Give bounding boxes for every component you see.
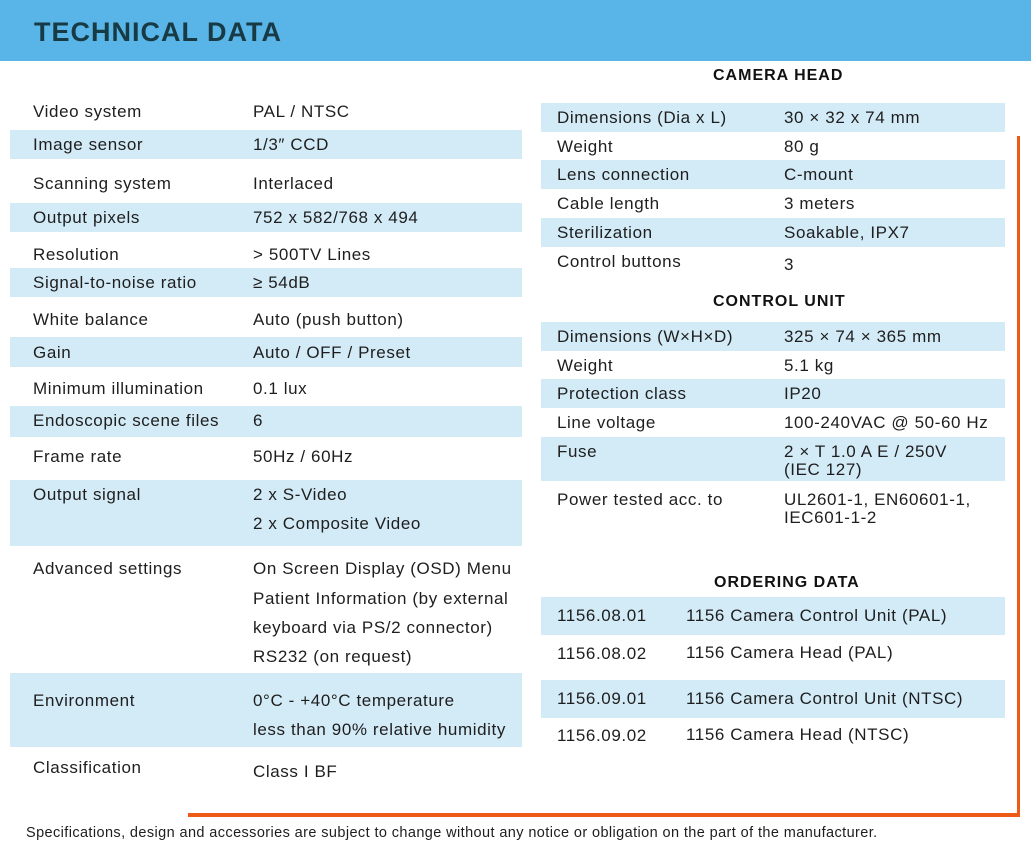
spec-label: Power tested acc. to [557, 490, 724, 509]
camera-head-heading: CAMERA HEAD [713, 67, 844, 84]
table-row [541, 437, 1005, 481]
spec-value: 325 × 74 × 365 mm [784, 327, 942, 346]
order-code: 1156.08.01 [557, 606, 647, 625]
table-row [10, 130, 522, 159]
spec-label: Gain [33, 343, 72, 362]
spec-value: 2 x Composite Video [253, 514, 421, 533]
table-row [10, 406, 522, 437]
spec-label: Protection class [557, 384, 687, 403]
order-code: 1156.09.02 [557, 726, 647, 745]
control-unit-heading: CONTROL UNIT [713, 293, 846, 310]
spec-label: Resolution [33, 245, 120, 264]
table-row [541, 160, 1005, 189]
order-description: 1156 Camera Head (NTSC) [686, 725, 910, 744]
spec-value: Auto (push button) [253, 310, 404, 329]
spec-label: Lens connection [557, 165, 690, 184]
spec-value: less than 90% relative humidity [253, 720, 506, 739]
spec-value: UL2601-1, EN60601-1, [784, 490, 971, 509]
spec-value: 80 g [784, 137, 820, 156]
spec-label: Line voltage [557, 413, 656, 432]
table-row [10, 97, 522, 126]
table-row [541, 719, 1005, 753]
table-row [541, 322, 1005, 351]
spec-label: Dimensions (W×H×D) [557, 327, 734, 346]
spec-label: Classification [33, 758, 142, 777]
order-description: 1156 Camera Head (PAL) [686, 643, 894, 662]
spec-value: 100-240VAC @ 50-60 Hz [784, 413, 989, 432]
accent-line-vertical [1017, 136, 1020, 817]
table-row [10, 673, 522, 747]
table-row [541, 680, 1005, 718]
spec-label: Output signal [33, 485, 141, 504]
spec-value: IEC601-1-2 [784, 508, 877, 527]
table-row [10, 374, 522, 403]
order-description: 1156 Camera Control Unit (PAL) [686, 606, 948, 625]
spec-value: On Screen Display (OSD) Menu [253, 559, 512, 578]
spec-label: Endoscopic scene files [33, 411, 220, 430]
spec-value: 0.1 lux [253, 379, 308, 398]
spec-label: White balance [33, 310, 149, 329]
table-row [541, 189, 1005, 218]
order-code: 1156.09.01 [557, 689, 647, 708]
table-row [10, 753, 522, 789]
spec-label: Advanced settings [33, 559, 183, 578]
spec-label: Signal-to-noise ratio [33, 273, 197, 292]
table-row [541, 103, 1005, 132]
accent-line-horizontal [188, 813, 1020, 817]
spec-label: Minimum illumination [33, 379, 204, 398]
spec-value: Class I BF [253, 762, 338, 781]
table-row [10, 268, 522, 297]
table-row [541, 487, 1005, 531]
spec-label: Weight [557, 137, 614, 156]
table-row [541, 218, 1005, 247]
spec-value: 3 meters [784, 194, 855, 213]
spec-label: Scanning system [33, 174, 172, 193]
order-code: 1156.08.02 [557, 644, 647, 663]
table-row [541, 379, 1005, 408]
table-row [541, 247, 1005, 276]
header-banner [0, 0, 1031, 61]
spec-value: 6 [253, 411, 264, 430]
page-title: TECHNICAL DATA [34, 17, 282, 47]
spec-value: > 500TV Lines [253, 245, 371, 264]
spec-value: ≥ 54dB [253, 273, 311, 292]
table-row [10, 203, 522, 232]
table-row [10, 442, 522, 471]
table-row [10, 337, 522, 367]
spec-value: 2 x S-Video [253, 485, 348, 504]
spec-label: Control buttons [557, 252, 682, 271]
disclaimer-note: Specifications, design and accessories are subject to change without any notice or obligation on the part of the manufacturer. [26, 825, 878, 841]
table-row [541, 408, 1005, 437]
table-row [10, 305, 522, 334]
table-row [10, 480, 522, 546]
table-row [541, 351, 1005, 380]
spec-value: 752 x 582/768 x 494 [253, 208, 419, 227]
table-row [10, 169, 522, 198]
spec-value: 2 × T 1.0 A E / 250V [784, 442, 948, 461]
spec-label: Cable length [557, 194, 660, 213]
spec-value: PAL / NTSC [253, 102, 350, 121]
spec-value: Interlaced [253, 174, 334, 193]
table-row [541, 597, 1005, 635]
spec-value: (IEC 127) [784, 460, 863, 479]
spec-value: 3 [784, 255, 795, 274]
spec-value: 50Hz / 60Hz [253, 447, 354, 466]
spec-value: C-mount [784, 165, 854, 184]
spec-label: Sterilization [557, 223, 653, 242]
spec-value: Auto / OFF / Preset [253, 343, 411, 362]
table-row [10, 554, 522, 672]
spec-value: Soakable, IPX7 [784, 223, 910, 242]
table-row [541, 132, 1005, 161]
spec-value: Patient Information (by external [253, 589, 509, 608]
spec-label: Fuse [557, 442, 598, 461]
spec-label: Video system [33, 102, 142, 121]
table-row [541, 637, 1005, 673]
spec-label: Weight [557, 356, 614, 375]
spec-value: IP20 [784, 384, 822, 403]
table-row [10, 240, 522, 269]
spec-label: Output pixels [33, 208, 141, 227]
spec-label: Environment [33, 691, 136, 710]
spec-label: Dimensions (Dia x L) [557, 108, 727, 127]
spec-value: 5.1 kg [784, 356, 834, 375]
spec-value: RS232 (on request) [253, 647, 413, 666]
spec-value: 30 × 32 x 74 mm [784, 108, 921, 127]
spec-label: Image sensor [33, 135, 144, 154]
spec-value: 0°C - +40°C temperature [253, 691, 455, 710]
order-description: 1156 Camera Control Unit (NTSC) [686, 689, 964, 708]
spec-label: Frame rate [33, 447, 123, 466]
spec-value: 1/3″ CCD [253, 135, 330, 154]
ordering-data-heading: ORDERING DATA [714, 574, 860, 591]
spec-value: keyboard via PS/2 connector) [253, 618, 493, 637]
